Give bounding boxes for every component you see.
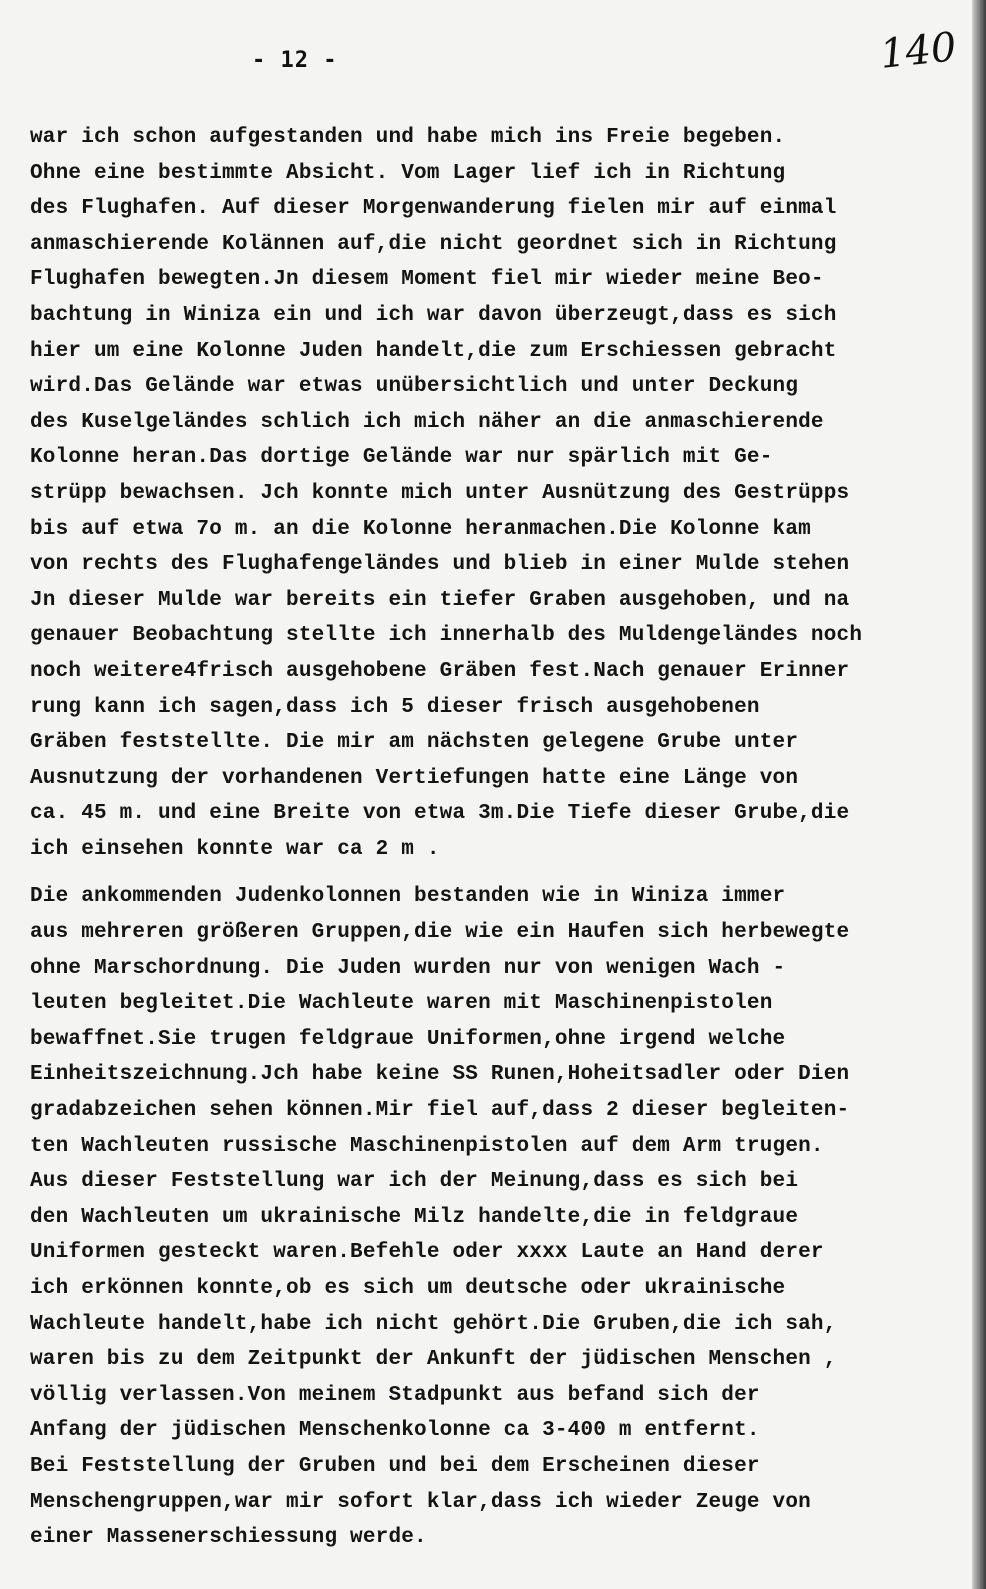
- text-line: genauer Beobachtung stellte ich innerhalb des Muldengeländes noch: [30, 624, 863, 648]
- text-line: Aus dieser Feststellung war ich der Meinung,dass es sich bei: [30, 1170, 799, 1194]
- text-line: ich einsehen konnte war ca 2 m .: [30, 837, 440, 861]
- text-line: waren bis zu dem Zeitpunkt der Ankunft der jüdischen Menschen ,: [30, 1348, 837, 1372]
- text-line: Kolonne heran.Das dortige Gelände war nur spärlich mit Ge-: [30, 446, 773, 470]
- text-line: bewaffnet.Sie trugen feldgraue Uniformen,ohne irgend welche: [30, 1027, 786, 1051]
- text-line: ca. 45 m. und eine Breite von etwa 3m.Die Tiefe dieser Grube,die: [30, 802, 850, 826]
- text-line: ich erkönnen konnte,ob es sich um deutsche oder ukrainische: [30, 1277, 786, 1300]
- document-body: [30, 120, 970, 1556]
- text-line: gradabzeichen sehen können.Mir fiel auf,dass 2 dieser begleiten-: [30, 1099, 850, 1123]
- paragraph-2: [30, 879, 970, 1555]
- text-line: Ohne eine bestimmte Absicht. Vom Lager lief ich in Richtung: [30, 161, 786, 185]
- text-line: Die ankommenden Judenkolonnen bestanden wie in Winiza immer: [30, 885, 786, 909]
- text-line: ohne Marschordnung. Die Juden wurden nur von wenigen Wach -: [30, 956, 786, 980]
- text-line: noch weitere4frisch ausgehobene Gräben fest.Nach genauer Erinner: [30, 659, 850, 683]
- text-line: Menschengruppen,war mir sofort klar,dass ich wieder Zeuge von: [30, 1490, 811, 1514]
- text-line: des Flughafen. Auf dieser Morgenwanderung fielen mir auf einmal: [30, 197, 837, 221]
- text-line: Anfang der jüdischen Menschenkolonne ca 3-400 m entfernt.: [30, 1419, 760, 1443]
- text-line: ten Wachleuten russische Maschinenpistolen auf dem Arm trugen.: [30, 1134, 824, 1158]
- text-line: Uniformen gesteckt waren.Befehle oder xxxx Laute an Hand derer: [30, 1241, 824, 1265]
- text-line: war ich schon aufgestanden und habe mich ins Freie begeben.: [30, 126, 786, 149]
- paragraph-gap: [30, 867, 970, 879]
- text-line: bachtung in Winiza ein und ich war davon überzeugt,dass es sich: [30, 303, 837, 327]
- paragraph-1: [30, 120, 970, 867]
- text-line: von rechts des Flughafengeländes und blieb in einer Mulde stehen: [30, 553, 850, 577]
- handwritten-folio-number: 140: [877, 24, 959, 78]
- text-line: Ausnutzung der vorhandenen Vertiefungen hatte eine Länge von: [30, 766, 799, 790]
- text-line: hier um eine Kolonne Juden handelt,die zum Erschiessen gebracht: [30, 339, 837, 363]
- text-line: Gräben feststellte. Die mir am nächsten gelegene Grube unter: [30, 731, 799, 755]
- text-line: völlig verlassen.Von meinem Stadpunkt aus befand sich der: [30, 1383, 760, 1407]
- text-line: leuten begleitet.Die Wachleute waren mit Maschinenpistolen: [30, 992, 773, 1016]
- text-line: aus mehreren größeren Gruppen,die wie ein Haufen sich herbewegte: [30, 921, 850, 945]
- scan-edge-shadow: [972, 0, 986, 1589]
- text-line: strüpp bewachsen. Jch konnte mich unter Ausnützung des Gestrüpps: [30, 481, 850, 505]
- text-line: Einheitszeichnung.Jch habe keine SS Runen,Hoheitsadler oder Dien: [30, 1063, 850, 1087]
- text-line: den Wachleuten um ukrainische Milz handelte,die in feldgraue: [30, 1205, 799, 1229]
- text-line: Jn dieser Mulde war bereits ein tiefer Graben ausgehoben, und na: [30, 588, 850, 612]
- text-line: wird.Das Gelände war etwas unübersichtlich und unter Deckung: [30, 375, 799, 399]
- text-line: rung kann ich sagen,dass ich 5 dieser frisch ausgehobenen: [30, 695, 760, 719]
- text-line: Bei Feststellung der Gruben und bei dem Erscheinen dieser: [30, 1454, 760, 1478]
- text-line: einer Massenerschiessung werde.: [30, 1526, 427, 1550]
- text-line: bis auf etwa 7o m. an die Kolonne heranmachen.Die Kolonne kam: [30, 517, 811, 541]
- page-number: - 12 -: [252, 48, 338, 73]
- text-line: anmaschierende Kolännen auf,die nicht geordnet sich in Richtung: [30, 232, 837, 256]
- text-line: Flughafen bewegten.Jn diesem Moment fiel mir wieder meine Beo-: [30, 268, 824, 292]
- text-line: Wachleute handelt,habe ich nicht gehört.Die Gruben,die ich sah,: [30, 1312, 837, 1336]
- text-line: des Kuselgeländes schlich ich mich näher an die anmaschierende: [30, 410, 824, 434]
